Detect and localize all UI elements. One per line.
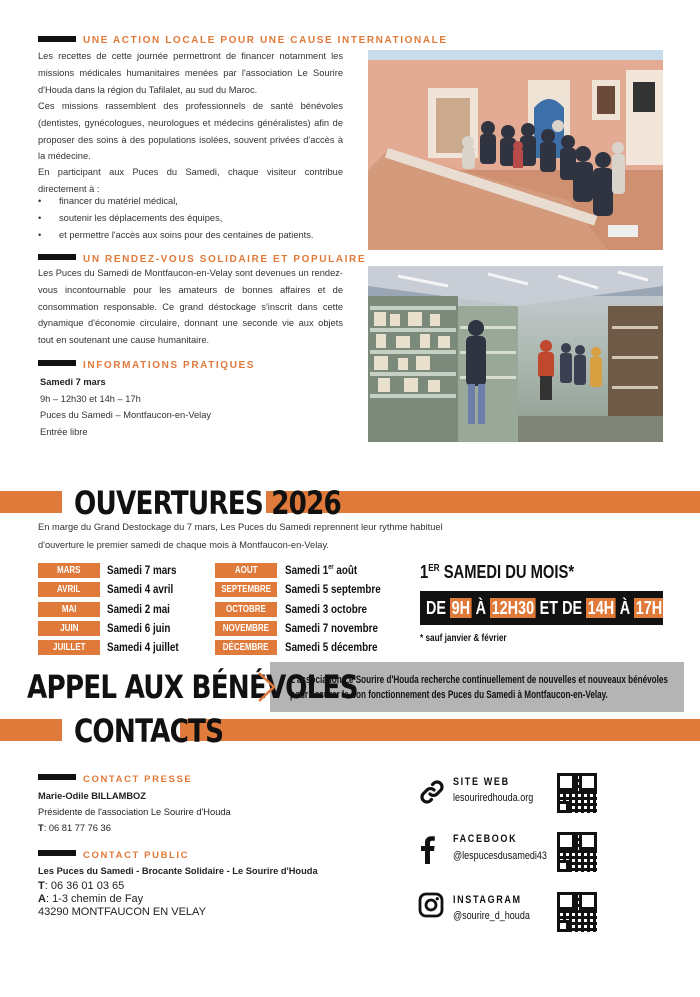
month-date: Samedi 4 juillet bbox=[107, 640, 179, 654]
facebook-link[interactable]: @lespucesdusamedi43 bbox=[453, 850, 547, 862]
volunteer-text-1: L'association Le Sourire d'Houda recherche continuellement de nouvelles et nouveaux bénévoles bbox=[290, 674, 668, 686]
volunteer-text-2: pour assurer le bon fonctionnement des Puces du Samedi à Montfaucon-en-Velay. bbox=[290, 689, 608, 701]
section-marker bbox=[38, 850, 76, 856]
section-marker bbox=[38, 36, 76, 42]
rendezvous-paragraph: Les Puces du Samedi de Montfaucon-en-Velay sont devenues un rendez-vous incontournable pour les amateurs de bonnes affaires et de consommation responsable. Ce grand déstockage s'inscrit dans cette dynamique d'économie circulaire, donnant une seconde vie aux objets tout en soutenant une cause humanitaire. bbox=[38, 268, 343, 346]
volunteer-title: APPEL AUX BÉNÉVOLES bbox=[27, 668, 358, 706]
bullet-item: • soutenir les déplacements des équipes, bbox=[38, 213, 223, 223]
qr-code-facebook bbox=[557, 832, 597, 872]
contact-public-title: CONTACT PUBLIC bbox=[83, 850, 190, 861]
month-date: Samedi 7 mars bbox=[107, 563, 177, 577]
opening-hours-banner: DE 9H À 12H30 ET DE 14H À 17H bbox=[420, 591, 663, 625]
bullet-item: • financer du matériel médical, bbox=[38, 196, 178, 206]
public-name: Les Puces du Samedi - Brocante Solidaire - Le Sourire d'Houda bbox=[38, 866, 318, 876]
photo-store-interior bbox=[368, 266, 663, 442]
info-date: Samedi 7 mars bbox=[40, 377, 106, 387]
month-badge: NOVEMBRE bbox=[215, 621, 277, 636]
month-badge: MARS bbox=[38, 563, 100, 578]
presse-phone: T: 06 81 77 76 36 bbox=[38, 823, 111, 833]
info-place: Puces du Samedi – Montfaucon-en-Velay bbox=[40, 410, 212, 420]
title-strip-left bbox=[0, 719, 62, 741]
month-badge: AOUT bbox=[215, 563, 277, 578]
info-entry: Entrée libre bbox=[40, 427, 88, 437]
month-date: Samedi 1er août bbox=[285, 563, 358, 577]
month-date: Samedi 2 mai bbox=[107, 602, 170, 616]
month-badge: AVRIL bbox=[38, 582, 100, 597]
month-badge: SEPTEMBRE bbox=[215, 582, 277, 597]
photo-medical-mission-drawing bbox=[368, 50, 663, 250]
web-link[interactable]: lesouriredhouda.org bbox=[453, 792, 534, 804]
contact-presse-title: CONTACT PRESSE bbox=[83, 774, 193, 785]
month-date: Samedi 4 avril bbox=[107, 582, 174, 596]
action-paragraph-3: En participant aux Puces du Samedi, chaque visiteur contribue directement à : bbox=[38, 167, 343, 194]
title-strip-left bbox=[0, 491, 62, 513]
section-marker bbox=[38, 360, 76, 366]
month-date: Samedi 5 décembre bbox=[285, 640, 378, 654]
month-badge: MAI bbox=[38, 602, 100, 617]
qr-code-instagram bbox=[557, 892, 597, 932]
link-icon bbox=[418, 778, 446, 806]
action-paragraph-2: Ces missions rassemblent des professionnels de santé bénévoles (dentistes, gynécologues, neurologues et médecins généralistes) afin de proposer des soins à des populations isolées, souvent privées d'accès à la médecine. bbox=[38, 101, 343, 162]
month-date: Samedi 3 octobre bbox=[285, 602, 368, 616]
facebook-icon bbox=[420, 836, 436, 864]
month-date: Samedi 5 septembre bbox=[285, 582, 381, 596]
month-badge: OCTOBRE bbox=[215, 602, 277, 617]
action-paragraph-1: Les recettes de cette journée permettront de financer notamment les missions médicales humanitaires menées par l'association Le Sourire d'Houda dans la région du Tafilalet, au sud du Maroc. bbox=[38, 51, 343, 95]
presse-role: Présidente de l'association Le Sourire d'Houda bbox=[38, 807, 231, 817]
instagram-icon bbox=[418, 892, 444, 918]
section-title-infos: INFORMATIONS PRATIQUES bbox=[83, 360, 256, 371]
web-label: SITE WEB bbox=[453, 776, 510, 788]
public-address: A: 1-3 chemin de Fay bbox=[38, 893, 144, 905]
month-date: Samedi 6 juin bbox=[107, 621, 171, 635]
ouvertures-intro-2: d'ouverture le premier samedi de chaque mois à Montfaucon-en-Velay. bbox=[38, 540, 329, 550]
presse-name: Marie-Odile BILLAMBOZ bbox=[38, 791, 146, 801]
month-date: Samedi 7 novembre bbox=[285, 621, 378, 635]
month-badge: DÉCEMBRE bbox=[215, 640, 277, 655]
section-marker bbox=[38, 254, 76, 260]
photo-store-interior-drawing bbox=[368, 266, 663, 442]
facebook-label: FACEBOOK bbox=[453, 833, 518, 845]
info-hours: 9h – 12h30 et 14h – 17h bbox=[40, 394, 141, 404]
instagram-link[interactable]: @sourire_d_houda bbox=[453, 910, 530, 922]
month-badge: JUIN bbox=[38, 621, 100, 636]
public-city: 43290 MONTFAUCON EN VELAY bbox=[38, 906, 206, 918]
chevron-right-icon bbox=[256, 670, 278, 704]
title-strip-right bbox=[180, 719, 700, 741]
first-saturday-title: 1ER SAMEDI DU MOIS* bbox=[420, 562, 575, 582]
qr-code-web bbox=[557, 773, 597, 813]
photo-medical-mission bbox=[368, 50, 663, 250]
public-phone: T: 06 36 01 03 65 bbox=[38, 880, 125, 892]
opening-footnote: * sauf janvier & février bbox=[420, 633, 507, 644]
contacts-title: CONTACTS bbox=[74, 712, 224, 750]
ouvertures-title: OUVERTURES 2026 bbox=[74, 484, 341, 522]
ouvertures-intro-1: En marge du Grand Destockage du 7 mars, Les Puces du Samedi reprennent leur rythme habituel bbox=[38, 522, 443, 532]
section-marker bbox=[38, 774, 76, 780]
bullet-item: • et permettre l'accès aux soins pour des centaines de patients. bbox=[38, 230, 314, 240]
instagram-label: INSTAGRAM bbox=[453, 894, 522, 906]
section-title-rendezvous: UN RENDEZ-VOUS SOLIDAIRE ET POPULAIRE bbox=[83, 254, 367, 265]
section-title-action: UNE ACTION LOCALE POUR UNE CAUSE INTERNATIONALE bbox=[83, 35, 448, 46]
month-badge: JUILLET bbox=[38, 640, 100, 655]
